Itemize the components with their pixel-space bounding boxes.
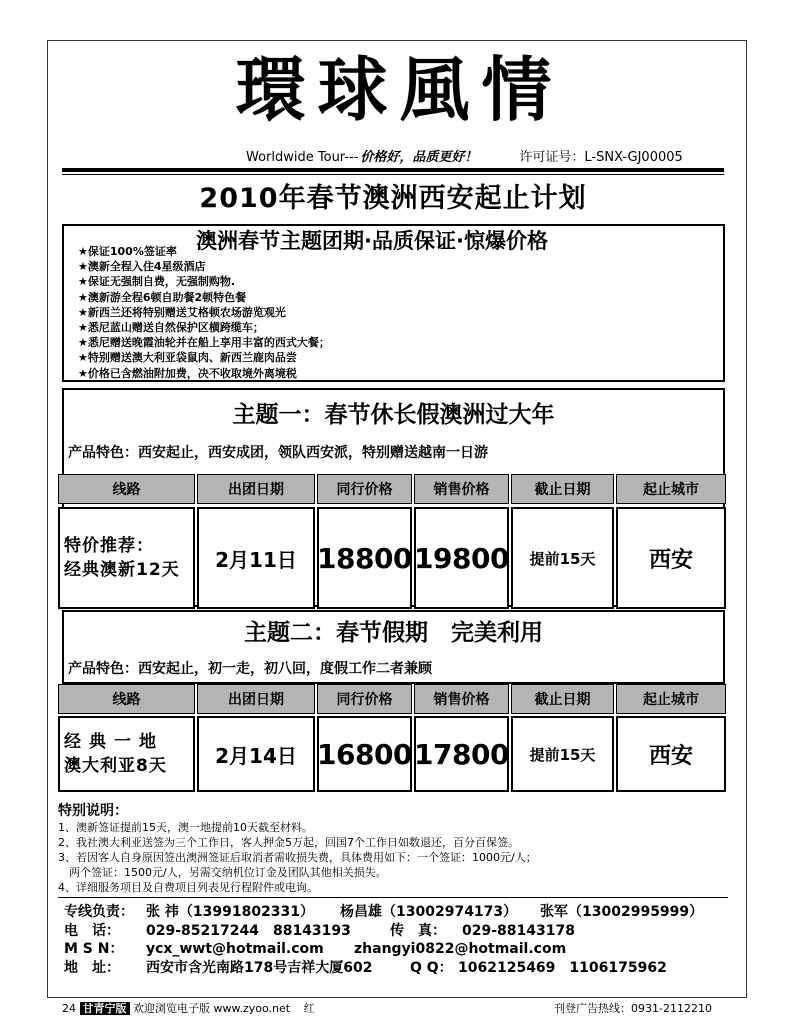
notes-title: 特别说明： xyxy=(58,803,128,819)
header-deadline: 截止日期 xyxy=(511,474,614,504)
feature-item: ★保证100%签证率 xyxy=(78,245,177,258)
theme-1-peer-price: 18800 xyxy=(317,507,412,609)
theme-1-sale-price: 19800 xyxy=(414,507,509,609)
notes-list xyxy=(58,820,537,895)
theme-1-city: 西安 xyxy=(616,507,726,609)
note-item: 2、我社澳大利亚送签为三个工作日，客人押金5万起，回国7个工作日如数退还，百分百保签。 xyxy=(58,836,519,849)
header-deadline: 截止日期 xyxy=(511,684,614,714)
feature-item: ★澳新游全程6顿自助餐2顿特色餐 xyxy=(78,290,247,304)
feature-item: ★澳新全程入住4星级酒店 xyxy=(78,260,206,274)
header-route: 线路 xyxy=(58,684,195,714)
feature-item: ★新西兰还将特别赠送艾格顿农场游览观光 xyxy=(78,305,286,319)
route-line: 特价推荐： xyxy=(64,536,154,556)
address-label: 地 址： xyxy=(64,959,120,976)
theme-1-title: 主题一：春节休长假澳洲过大年 xyxy=(232,402,555,428)
ad-hotline: 刊登广告热线：0931-2112210 xyxy=(554,1002,712,1015)
phone-label: 电 话： xyxy=(64,922,120,939)
route-line: 经典一地 xyxy=(64,732,164,752)
main-title: 2010年春节澳洲西安起止计划 xyxy=(199,183,587,214)
msn-account: zhangyi0822@hotmail.com xyxy=(354,941,567,957)
theme-2-product: 产品特色：西安起止，初一走，初八回，度假工作二者兼顾 xyxy=(68,661,432,677)
manager-contact: 张军（13002995999） xyxy=(540,904,704,920)
manager-contact: 张 祎（13991802331） xyxy=(146,904,315,920)
features-title: 澳洲春节主题团期·品质保证·惊爆价格 xyxy=(196,229,548,253)
contacts-divider xyxy=(58,897,728,898)
license-number: 许可证号：L-SNX-GJ00005 xyxy=(519,150,683,165)
browse-text: 欢迎浏览电子版 www.zyoo.net xyxy=(133,1002,291,1015)
brand-title: 環球風情 xyxy=(235,48,564,131)
header-depart-date: 出团日期 xyxy=(197,474,315,504)
feature-item: ★价格已含燃油附加费，决不收取境外离境税 xyxy=(78,366,297,380)
managers-label: 专线负责： xyxy=(64,904,134,920)
header-rule-thick xyxy=(62,168,724,172)
theme-2-route xyxy=(58,716,195,792)
header-city: 起止城市 xyxy=(616,684,726,714)
header-depart-date: 出团日期 xyxy=(197,684,315,714)
qq-numbers: 1062125469 1106175962 xyxy=(458,959,667,976)
theme-1-date: 2月11日 xyxy=(197,507,315,609)
feature-item: ★保证无强制自费，无强制购物. xyxy=(78,275,236,289)
footer-left xyxy=(62,1000,315,1016)
theme-2-title: 主题二：春节假期 完美利用 xyxy=(244,620,543,646)
route-line: 澳大利亚8天 xyxy=(64,756,167,776)
page-number: 24 xyxy=(62,1002,76,1015)
header-city: 起止城市 xyxy=(616,474,726,504)
fax-number: 029-88143178 xyxy=(462,922,575,939)
msn-account: ycx_wwt@hotmail.com xyxy=(146,941,324,957)
theme-2-date: 2月14日 xyxy=(197,716,315,792)
header-sale-price: 销售价格 xyxy=(414,684,509,714)
header-rule-thin xyxy=(62,174,724,175)
feature-item: ★悉尼蓝山赠送自然保护区横跨缆车； xyxy=(78,321,264,335)
phone-number: 029-85217244 88143193 xyxy=(146,922,351,939)
theme-2-deadline: 提前15天 xyxy=(511,716,614,792)
feature-item: ★悉尼赠送晚霞油轮并在船上享用丰富的西式大餐； xyxy=(78,336,330,350)
header-peer-price: 同行价格 xyxy=(317,684,412,714)
features-list xyxy=(78,244,330,381)
theme-1-route xyxy=(58,507,195,609)
theme-2-sale-price: 17800 xyxy=(414,716,509,792)
fax-label: 传 真： xyxy=(390,922,446,939)
theme-1-deadline: 提前15天 xyxy=(511,507,614,609)
edition-tag: 甘青宁版 xyxy=(80,1002,130,1015)
theme-1-product: 产品特色：西安起止，西安成团，领队西安派，特别赠送越南一日游 xyxy=(68,445,488,461)
tagline xyxy=(246,146,683,165)
theme-2-city: 西安 xyxy=(616,716,726,792)
qq-label: Q Q： xyxy=(410,959,453,976)
note-item: 两个签证：1500元/人，另需交纳机位订金及团队其他相关损失。 xyxy=(58,866,387,879)
header-sale-price: 销售价格 xyxy=(414,474,509,504)
route-line: 经典澳新12天 xyxy=(64,560,180,580)
theme-2-peer-price: 16800 xyxy=(317,716,412,792)
slogan: 价格好，品质更好！ xyxy=(360,150,478,165)
note-item: 4、详细服务项目及自费项目列表见行程附件或电询。 xyxy=(58,881,318,894)
header-peer-price: 同行价格 xyxy=(317,474,412,504)
address-value: 西安市含光南路178号吉祥大厦602 xyxy=(146,959,373,976)
feature-item: ★特别赠送澳大利亚袋鼠肉、新西兰鹿肉品尝 xyxy=(78,351,297,365)
header-route: 线路 xyxy=(58,474,195,504)
note-item: 3、若因客人自身原因签出澳洲签证后取消者需收损失费，具体费用如下：一个签证：1000元/人； xyxy=(58,851,537,864)
msn-label: M S N： xyxy=(64,941,124,957)
note-item: 1、澳新签证提前15天，澳一地提前10天截至材料。 xyxy=(58,821,313,834)
brand-name: Worldwide Tour--- xyxy=(246,150,359,165)
color-mark: 红 xyxy=(303,1002,315,1015)
manager-contact: 杨昌雄（13002974173） xyxy=(340,904,518,920)
